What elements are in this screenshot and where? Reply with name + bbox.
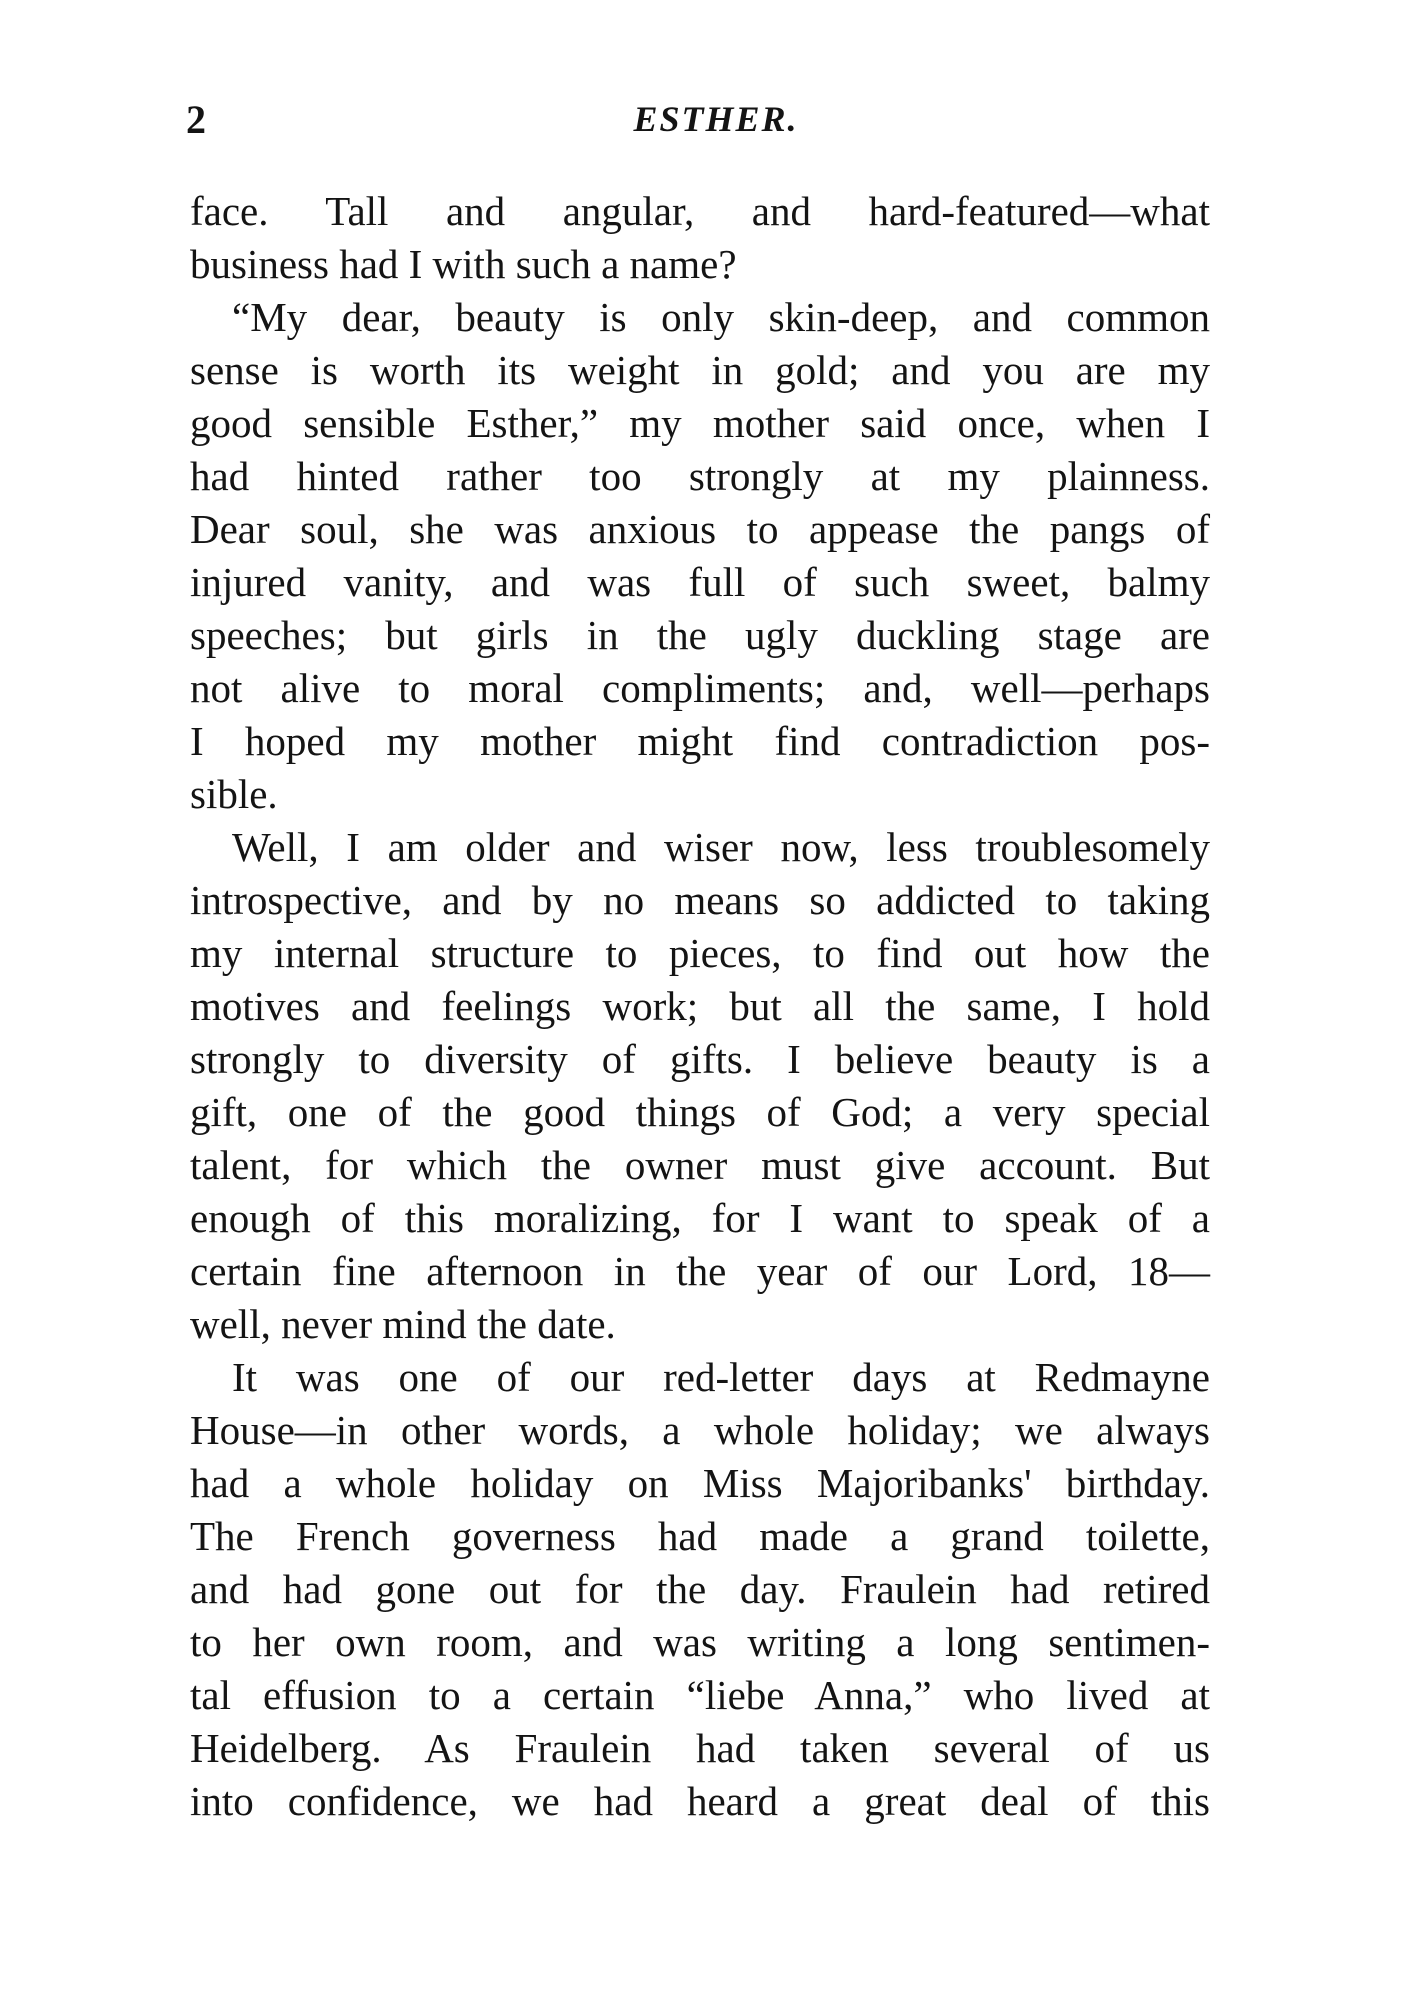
text-line: Dear soul, she was anxious to appease the pangs of: [190, 506, 1210, 552]
text-line: speeches; but girls in the ugly duckling stage are: [190, 612, 1210, 658]
text-line: good sensible Esther,” my mother said once, when I: [190, 400, 1210, 446]
text-line: motives and feelings work; but all the same, I hold: [190, 983, 1210, 1029]
text-line: talent, for which the owner must give account. But: [190, 1142, 1210, 1188]
text-line: tal effusion to a certain “liebe Anna,” who lived at: [190, 1672, 1210, 1718]
text-line: It was one of our red-letter days at Redmayne: [232, 1354, 1210, 1400]
text-line: The French governess had made a grand toilette,: [190, 1513, 1210, 1559]
text-line: sible.: [190, 771, 278, 817]
text-line: sense is worth its weight in gold; and you are my: [190, 347, 1210, 393]
text-line: and had gone out for the day. Fraulein had retired: [190, 1566, 1210, 1612]
text-line: injured vanity, and was full of such sweet, balmy: [190, 559, 1210, 605]
text-line: Heidelberg. As Fraulein had taken several of us: [190, 1725, 1210, 1771]
text-line: House—in other words, a whole holiday; we always: [190, 1407, 1210, 1453]
text-line: had a whole holiday on Miss Majoribanks' birthday.: [190, 1460, 1210, 1506]
page-header: [186, 96, 1206, 146]
text-line: “My dear, beauty is only skin-deep, and common: [232, 294, 1210, 340]
text-line: my internal structure to pieces, to find out how the: [190, 930, 1210, 976]
text-line: to her own room, and was writing a long sentimen-: [190, 1619, 1210, 1665]
page-number: 2: [186, 97, 206, 142]
text-line: face. Tall and angular, and hard-featured—what: [190, 188, 1210, 234]
text-line: into confidence, we had heard a great deal of this: [190, 1778, 1210, 1824]
text-line: I hoped my mother might find contradiction pos-: [190, 718, 1210, 764]
text-line: business had I with such a name?: [190, 241, 737, 287]
text-line: gift, one of the good things of God; a very special: [190, 1089, 1210, 1135]
text-line: strongly to diversity of gifts. I believe beauty is a: [190, 1036, 1210, 1082]
text-line: Well, I am older and wiser now, less troublesomely: [232, 824, 1210, 870]
text-line: introspective, and by no means so addicted to taking: [190, 877, 1210, 923]
text-line: not alive to moral compliments; and, well—perhaps: [190, 665, 1210, 711]
text-line: certain fine afternoon in the year of our Lord, 18—: [190, 1248, 1210, 1294]
running-head: ESTHER.: [633, 99, 799, 139]
body-text: [190, 185, 1210, 1828]
text-line: enough of this moralizing, for I want to speak of a: [190, 1195, 1210, 1241]
text-line: well, never mind the date.: [190, 1301, 616, 1347]
text-line: had hinted rather too strongly at my plainness.: [190, 453, 1210, 499]
